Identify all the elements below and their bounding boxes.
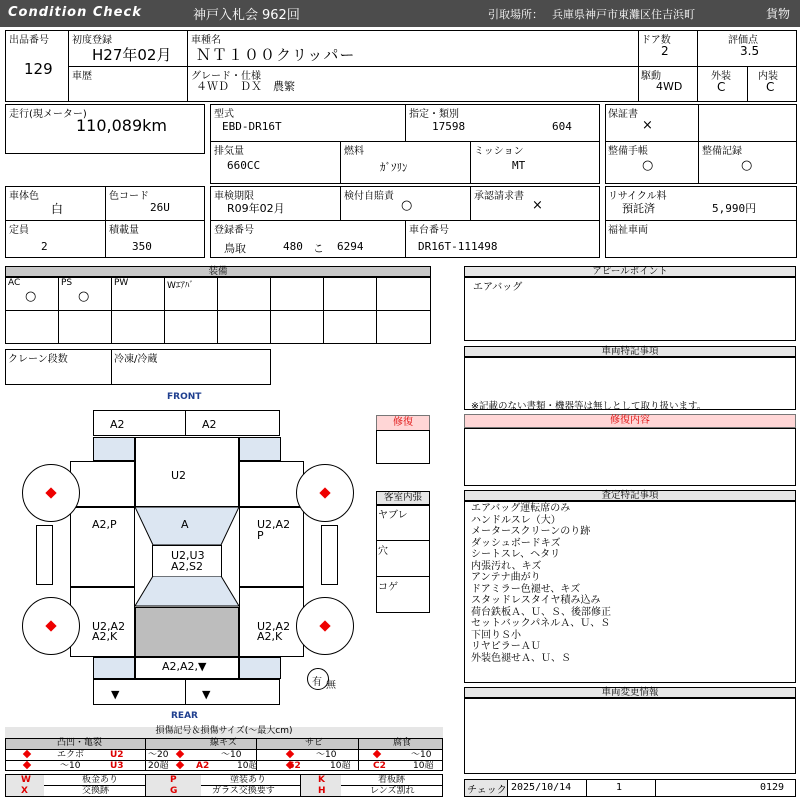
maint-record-label: 整備記録 <box>702 146 742 157</box>
cabin-tear: ヤブレ <box>378 510 408 521</box>
maint-book-label: 整備手帳 <box>608 146 648 157</box>
auction-session: 962回 <box>262 8 300 23</box>
rear-label: REAR <box>171 711 198 721</box>
interior-value: C <box>766 80 775 94</box>
drive-value: 4WD <box>656 80 683 93</box>
check-num: 1 <box>616 782 623 793</box>
legend-group-dent: 凸凹・亀裂 <box>57 738 103 748</box>
crane-label: クレーン段数 <box>8 354 68 365</box>
mark-hood: U2 <box>171 469 187 482</box>
code-k: K <box>318 775 325 785</box>
mark-rear-left: ▼ <box>111 688 120 701</box>
displacement-value: 660CC <box>227 159 261 172</box>
self-inspect-label: 検付自賠責 <box>344 191 394 202</box>
history-label: 車歴 <box>72 71 92 82</box>
lot-label: 出品番号 <box>9 35 49 46</box>
capacity-value: 2 <box>41 240 48 253</box>
model-name-value: ＮＴ１００クリッパー <box>196 46 356 64</box>
equip-ac-value: ○ <box>25 289 37 304</box>
mileage-value: 110,089km <box>76 116 168 135</box>
transmission-label: ミッション <box>474 146 524 157</box>
body-color-label: 車体色 <box>9 191 39 202</box>
displacement-label: 排気量 <box>214 146 244 157</box>
spare-no: 無 <box>326 680 336 691</box>
first-reg-value: H27年02月 <box>92 46 172 64</box>
chassis-value: DR16T-111498 <box>418 240 498 253</box>
legend-group-rust: サビ <box>305 738 324 748</box>
self-inspect-value: ○ <box>401 198 413 213</box>
cabin-header: 客室内張 <box>376 491 430 505</box>
inspection-value: R09年02月 <box>227 202 285 215</box>
equip-ac-label: AC <box>8 278 21 288</box>
inspect-header: 査定特記事項 <box>464 490 796 501</box>
change-header: 車両変更情報 <box>464 687 796 698</box>
interior-label: 内装 <box>758 71 778 82</box>
repair-box <box>376 430 430 464</box>
designation-value: 17598 <box>432 120 466 133</box>
equip-wairbag-label: Wｴｱﾊﾞ <box>167 281 194 291</box>
load-value: 350 <box>132 240 152 253</box>
mark-front-right: A2 <box>202 418 217 431</box>
drive-label: 駆動 <box>641 71 661 82</box>
mark-rear-right: ▼ <box>202 688 211 701</box>
special-header: 車両特記事項 <box>464 346 796 357</box>
mark-left-rear-1: U2,A2 <box>92 620 126 633</box>
grade-label: グレード・仕様 <box>191 71 261 82</box>
plate-class: 480 <box>283 240 303 253</box>
mark-right-door-2: P <box>257 529 264 542</box>
refrig-label: 冷凍/冷蔵 <box>114 354 158 365</box>
consent-label: 承認請求書 <box>474 191 524 202</box>
equip-ps-label: PS <box>61 278 73 288</box>
score-value: 3.5 <box>740 44 760 58</box>
mark-roof-2: A2,S2 <box>171 560 204 573</box>
transmission-value: MT <box>512 159 526 172</box>
spare-yes: 有 <box>312 677 322 688</box>
inspection-label: 車検期限 <box>214 191 254 202</box>
code-p: P <box>170 775 177 785</box>
mark-rear-panel: A2,A2,▼ <box>162 660 207 673</box>
plate-kana: こ <box>313 242 324 255</box>
mark-roof-1: U2,U3 <box>171 549 205 562</box>
mark-right-rear-2: A2,K <box>257 630 283 643</box>
header-bar <box>0 0 800 27</box>
pickup-location: 兵庫県神戸市東灘区住吉浜町 <box>552 8 695 21</box>
fuel-label: 燃料 <box>344 146 364 157</box>
appeal-text: エアバッグ <box>473 282 523 293</box>
welfare-label: 福祉車両 <box>608 225 648 236</box>
plate-label: 登録番号 <box>214 225 254 236</box>
designation-label: 指定・類別 <box>409 109 459 120</box>
type-value: EBD-DR16T <box>222 120 282 133</box>
capacity-label: 定員 <box>9 225 29 236</box>
warranty-label: 保証書 <box>608 109 638 120</box>
score-label: 評価点 <box>728 35 758 46</box>
repair-content-header: 修復内容 <box>464 414 796 428</box>
load-label: 積載量 <box>109 225 139 236</box>
rear-window-shape <box>135 576 239 608</box>
legend-header: 損傷記号＆損傷サイズ(〜最大cm) <box>5 727 443 738</box>
grade-value: ４ＷＤ ＤＸ 農繁 <box>196 80 295 93</box>
mark-left-rear-2: A2,K <box>92 630 118 643</box>
color-code-value: 26U <box>150 201 170 214</box>
fuel-value: ｶﾞｿﾘﾝ <box>380 161 408 174</box>
code-w: W <box>21 775 31 785</box>
doors-value: 2 <box>661 44 669 58</box>
code-h: H <box>318 786 326 796</box>
recycle-status: 預託済 <box>622 202 655 215</box>
maint-record-value: ○ <box>741 158 753 173</box>
consent-value: × <box>532 198 543 213</box>
equip-pw-label: PW <box>114 278 129 288</box>
repair-header: 修復 <box>376 415 430 431</box>
cabin-burn: コゲ <box>378 582 398 593</box>
category-value: 604 <box>552 120 572 133</box>
code-g: G <box>170 786 178 796</box>
check-id: 0129 <box>760 782 785 793</box>
plate-area: 鳥取 <box>224 242 246 255</box>
mark-right-door-1: U2,A2 <box>257 518 291 531</box>
color-code-label: 色コード <box>109 191 149 202</box>
exterior-label: 外装 <box>711 71 731 82</box>
appeal-header: アピールポイント <box>464 266 796 277</box>
mark-front-left: A2 <box>110 418 125 431</box>
mark-left-door: A2,P <box>92 518 117 531</box>
exterior-value: C <box>717 80 726 94</box>
recycle-value: 5,990円 <box>712 202 757 215</box>
chassis-label: 車台番号 <box>409 225 449 236</box>
check-date: 2025/10/14 <box>511 782 572 793</box>
auction-name: 神戸入札会 <box>193 8 259 23</box>
plate-number: 6294 <box>337 240 364 253</box>
type-label: 型式 <box>214 109 234 120</box>
warranty-value: × <box>642 118 653 133</box>
cabin-hole: 穴 <box>378 546 388 557</box>
model-name-label: 車種名 <box>191 35 221 46</box>
code-x: X <box>21 786 28 796</box>
maint-book-value: ○ <box>642 158 654 173</box>
check-label: チェック <box>467 785 507 796</box>
mark-windshield: A <box>181 518 189 531</box>
cargo-label: 貨物 <box>766 7 791 21</box>
equip-ps-value: ○ <box>78 289 90 304</box>
doors-label: ドア数 <box>641 35 671 46</box>
legend-group-corrosion: 腐食 <box>393 738 412 748</box>
brand-title: Condition Check <box>8 5 142 20</box>
mileage-label: 走行(現メーター) <box>9 109 87 120</box>
pickup-label: 引取場所： <box>488 8 543 21</box>
equipment-header: 装備 <box>5 266 431 277</box>
mark-right-rear-1: U2,A2 <box>257 620 291 633</box>
recycle-label: リサイクル料 <box>608 191 667 202</box>
inspect-list: エアバッグ運転席のみ ハンドルスレ（大） メータースクリーンのり跡 ダッシュボードキズ シートスレ、ヘタリ 内張汚れ、キズ アンテナ曲がり ドアミラー色褪せ、キズ スタッドレスタイヤ積み込み 荷台鉄板Ａ、Ｕ、Ｓ、後部修正 セットバックパネルＡ、Ｕ、Ｓ 下回りＳ小 リヤピラーＡＵ 外装色褪せＡ、Ｕ、Ｓ <box>471 503 611 664</box>
lot-number: 129 <box>24 60 53 78</box>
front-label: FRONT <box>167 392 202 402</box>
special-note: ※記載のない書類・機器等は無しとして取り扱います。 <box>471 401 707 412</box>
legend-group-scratch: 線キズ <box>210 738 237 748</box>
body-color-value: 白 <box>51 202 64 216</box>
first-reg-label: 初度登録 <box>72 35 112 46</box>
